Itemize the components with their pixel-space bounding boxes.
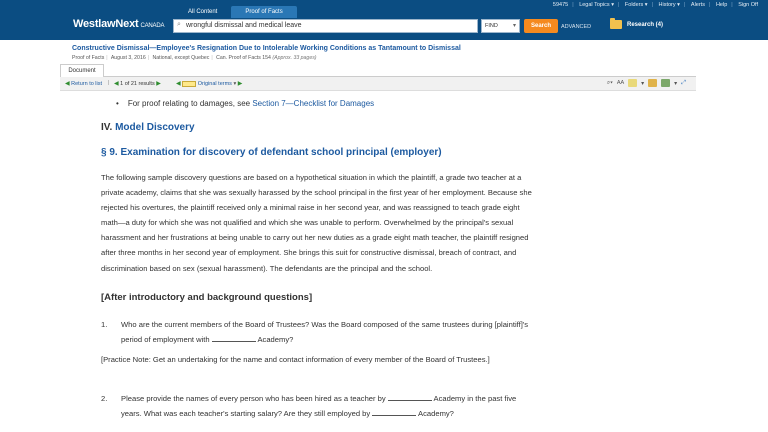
expand-icon[interactable]: ⤢ — [681, 79, 686, 86]
question-1 — [101, 317, 537, 347]
section-heading-model-discovery — [101, 122, 195, 133]
search-icon: ⌕ — [177, 21, 181, 28]
question-2 — [101, 391, 537, 421]
model-discovery-link[interactable]: Model Discovery — [115, 122, 195, 133]
next-term-icon[interactable]: ▶ — [237, 81, 243, 87]
blank-line — [388, 394, 432, 401]
return-to-list-link[interactable] — [65, 80, 102, 87]
return-label: Return to list — [71, 81, 103, 87]
previous-result-icon[interactable]: ◀ — [114, 81, 119, 87]
question-2-part-a: Please provide the names of every person who has been hired as a teacher by — [121, 394, 386, 403]
bullet-text: For proof relating to damages, see — [127, 99, 253, 108]
search-input[interactable] — [173, 19, 478, 33]
research-folder-button[interactable] — [610, 20, 663, 29]
sign-off-link[interactable]: Sign Off — [738, 2, 758, 8]
meta-citation: Can. Proof of Facts 154 — [216, 55, 271, 61]
top-header — [0, 0, 768, 40]
subheading-after-introductory: [After introductory and background questions] — [101, 292, 313, 303]
damages-bullet — [116, 99, 374, 108]
question-2-part-c: Academy? — [418, 409, 454, 419]
document-title[interactable]: Constructive Dismissal—Employee's Resignation Due to Intolerable Working Conditions as Tantamount to Dismissal — [72, 45, 461, 52]
find-label: FIND — [485, 23, 498, 29]
question-2-part-b: Academy in the past five years. What was each teacher's starting salary? Are they still employed by — [121, 394, 517, 419]
history-menu[interactable]: History ▾ — [658, 2, 680, 8]
back-arrow-icon: ◀ — [65, 81, 70, 87]
question-number: 1. — [101, 320, 108, 329]
chevron-down-icon: ▾ — [512, 23, 516, 29]
previous-term-icon[interactable]: ◀ — [176, 81, 181, 87]
tab-proof-of-facts[interactable]: Proof of Facts — [231, 6, 296, 18]
help-link[interactable]: Help — [715, 2, 728, 8]
logo-text: WestlawNext — [73, 18, 139, 30]
question-text — [121, 391, 537, 421]
result-counter: 1 of 21 results — [120, 81, 155, 87]
meta-pages: (Approx. 33 pages) — [272, 55, 317, 61]
search-within-icon[interactable]: ⌕▾ — [606, 79, 613, 86]
scope-tabs — [174, 6, 297, 18]
bullet-icon: • — [116, 99, 119, 108]
question-1-part-a: Who are the current members of the Board of Trustees? Was the Board composed of the same trustees during [plaintiff]'s period of employment with — [121, 320, 529, 345]
highlight-swatch-icon — [182, 81, 196, 87]
result-navigator — [114, 80, 161, 87]
chevron-down-icon[interactable]: ▾ — [641, 80, 645, 87]
legal-topics-menu[interactable]: Legal Topics ▾ — [579, 2, 614, 8]
folder-icon[interactable] — [648, 79, 657, 87]
meta-date: August 3, 2016 — [110, 55, 146, 61]
original-terms-select[interactable]: Original terms — [197, 81, 232, 87]
blank-line — [372, 409, 416, 416]
find-select[interactable] — [481, 19, 520, 33]
deliver-icon[interactable] — [661, 79, 670, 87]
alerts-link[interactable]: Alerts — [690, 2, 705, 8]
term-navigator — [176, 80, 242, 87]
note-icon[interactable] — [628, 79, 637, 87]
intro-paragraph: The following sample discovery questions are based on a hypothetical situation in which the plaintiff, a grade two teacher at a private academy, claims that she was sexually harassed by the school principal in the first year of her employment. Because she rejected his overtures, the plaintiff received only a minimal raise in her second year, and was reassigned to teach grade eight math—a duty for which she was not qualified and which she was unable to perform. Overwhelmed by the principal's sexual harassment and her frustrations at being unable to carry out her new duties as a grade eight math teacher, the plaintiff resigned after three months in her second year of employment. She brings this suit for constructive dismissal, breach of contract, and discrimination based on sex (sexual harassment). The defendants are the principal and the school. — [101, 173, 532, 273]
research-label: Research (4) — [627, 21, 664, 28]
tab-all-content[interactable]: All Content — [188, 9, 218, 15]
next-result-icon[interactable]: ▶ — [156, 81, 161, 87]
document-toolbar — [60, 77, 696, 91]
divider: | — [108, 80, 110, 86]
question-text — [121, 317, 537, 347]
search-query-text: wrongful dismissal and medical leave — [186, 22, 302, 29]
westlaw-logo[interactable] — [73, 18, 164, 30]
heading-number: IV. — [101, 122, 116, 133]
advanced-search-link[interactable]: ADVANCED — [561, 24, 592, 30]
logo-region: CANADA — [140, 23, 165, 29]
font-size-button[interactable]: AA — [616, 80, 625, 86]
chevron-down-icon[interactable]: ▾ — [233, 81, 237, 87]
tab-document[interactable]: Document — [60, 64, 104, 77]
client-id-link[interactable]: 59475 — [552, 2, 569, 8]
search-button[interactable]: Search — [524, 19, 558, 33]
section-9-heading[interactable]: § 9. Examination for discovery of defendant school principal (employer) — [101, 147, 442, 158]
blank-line — [212, 335, 256, 342]
meta-jurisdiction: National, except Quebec — [152, 55, 210, 61]
damages-checklist-link[interactable]: Section 7—Checklist for Damages — [252, 99, 375, 108]
toolbar-actions — [607, 79, 686, 87]
practice-note: [Practice Note: Get an undertaking for the name and contact information of every member of the Board of Trustees.] — [101, 355, 490, 364]
question-number: 2. — [101, 394, 108, 403]
chevron-down-icon[interactable]: ▾ — [674, 80, 678, 87]
meta-source: Proof of Facts — [72, 55, 105, 61]
question-1-part-b: Academy? — [257, 335, 294, 345]
document-meta: Proof of Facts | August 3, 2016 | National, except Quebec | Can. Proof of Facts 154 (Approx. 33 pages) — [72, 55, 317, 61]
top-links: 59475 | Legal Topics ▾ | Folders ▾ | History ▾ | Alerts | Help | Sign Off — [552, 2, 758, 8]
folders-menu[interactable]: Folders ▾ — [624, 2, 648, 8]
folder-icon — [610, 20, 622, 29]
